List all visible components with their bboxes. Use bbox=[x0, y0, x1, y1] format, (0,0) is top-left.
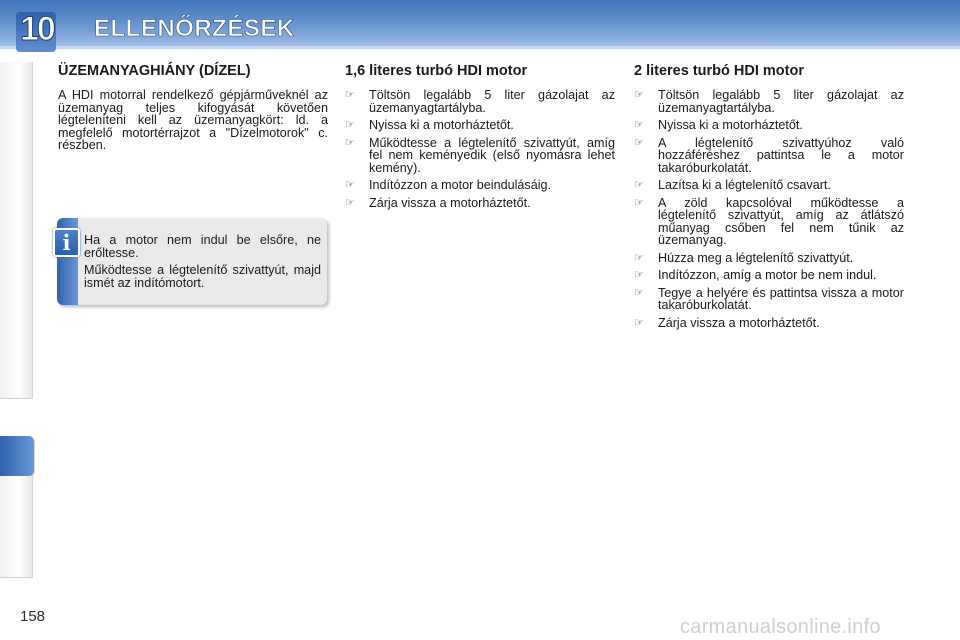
info-icon: i bbox=[53, 228, 80, 257]
pointing-hand-icon: ☞ bbox=[634, 196, 644, 209]
pointing-hand-icon: ☞ bbox=[634, 269, 644, 281]
step-item: ☞ Lazítsa ki a légtelenítő csavart. bbox=[634, 178, 831, 192]
chapter-tab[interactable] bbox=[0, 230, 33, 287]
chapter-tab[interactable] bbox=[0, 62, 33, 119]
chapter-tab[interactable] bbox=[0, 476, 33, 533]
step-item: ☞ Működtesse a légtelenítő szivattyút, amíg fel nem keményedik (első nyomásra lehet kemény). bbox=[345, 135, 615, 175]
step-item: ☞ Húzza meg a légtelenítő szivattyút. bbox=[634, 250, 854, 265]
chapter-tab[interactable] bbox=[0, 286, 33, 343]
chapter-tab[interactable] bbox=[0, 532, 33, 578]
info-text bbox=[84, 234, 321, 294]
pointing-hand-icon: ☞ bbox=[345, 179, 355, 191]
pointing-hand-icon: ☞ bbox=[634, 89, 644, 101]
section-title-16-hdi: 1,6 literes turbó HDI motor bbox=[345, 63, 528, 79]
steps-list-2l-hdi bbox=[634, 89, 904, 334]
step-item: ☞ Indítózzon, amíg a motor be nem indul. bbox=[634, 268, 877, 282]
chapter-tabs bbox=[0, 62, 34, 577]
step-item: ☞ A légtelenítő szivattyúhoz való hozzáféréshez pattintsa le a motor takaróburkolatát. bbox=[634, 135, 904, 175]
step-item: ☞ Tegye a helyére és pattintsa vissza a motor takaróburkolatát. bbox=[634, 285, 904, 312]
step-item: ☞ Nyissa ki a motorháztetőt. bbox=[634, 118, 803, 132]
section-title-fuel-shortage: ÜZEMANYAGHIÁNY (DÍZEL) bbox=[58, 63, 251, 79]
pointing-hand-icon: ☞ bbox=[345, 196, 355, 209]
step-item: ☞ Töltsön legalább 5 liter gázolajat az üzemanyagtartályba. bbox=[345, 88, 615, 115]
pointing-hand-icon: ☞ bbox=[634, 251, 644, 264]
pointing-hand-icon: ☞ bbox=[634, 136, 644, 149]
pointing-hand-icon: ☞ bbox=[345, 89, 355, 101]
step-item: ☞ A zöld kapcsolóval működtesse a légtelenítő szivattyút, amíg az átlátszó műanyag csőben fel nem tűnik az üzemanyag. bbox=[634, 195, 904, 247]
pointing-hand-icon: ☞ bbox=[634, 286, 644, 299]
pointing-hand-icon: ☞ bbox=[345, 119, 355, 131]
pointing-hand-icon: ☞ bbox=[634, 179, 644, 191]
intro-text: A HDI motorral rendelkező gépjárműveknél az üzemanyag teljes kifogyását követően légteleníteni kell az üzemanyagkört: ld. a megfelelő motortérrajzot a "Dízelmotorok" c. részben. bbox=[58, 88, 328, 152]
step-item: ☞ Zárja vissza a motorháztetőt. bbox=[345, 195, 531, 210]
pointing-hand-icon: ☞ bbox=[634, 119, 644, 131]
intro-paragraph bbox=[58, 89, 328, 158]
chapter-tab[interactable] bbox=[0, 118, 33, 175]
step-item: ☞ Indítózzon a motor beindulásáig. bbox=[345, 178, 552, 192]
pointing-hand-icon: ☞ bbox=[634, 316, 644, 329]
chapter-tab[interactable] bbox=[0, 174, 33, 231]
step-item: ☞ Nyissa ki a motorháztetőt. bbox=[345, 118, 514, 132]
header-divider bbox=[0, 46, 960, 49]
chapter-title: ELLENŐRZÉSEK bbox=[94, 15, 295, 42]
step-item: ☞ Zárja vissza a motorháztetőt. bbox=[634, 315, 820, 330]
info-paragraph-2: Működtesse a légtelenítő szivattyút, majd ismét az indítómotort. bbox=[84, 263, 321, 290]
chapter-number: 10 bbox=[20, 10, 54, 48]
section-title-2l-hdi: 2 literes turbó HDI motor bbox=[634, 63, 804, 79]
pointing-hand-icon: ☞ bbox=[345, 136, 355, 149]
steps-list-16-hdi bbox=[345, 89, 615, 214]
chapter-tab[interactable] bbox=[0, 342, 33, 399]
watermark: carmanualsonline.info bbox=[680, 616, 881, 638]
info-paragraph-1: Ha a motor nem indul be elsőre, ne erőltesse. bbox=[84, 233, 321, 260]
step-item: ☞ Töltsön legalább 5 liter gázolajat az üzemanyagtartályba. bbox=[634, 88, 904, 115]
chapter-tab-active[interactable] bbox=[0, 436, 35, 477]
page-number: 158 bbox=[20, 608, 46, 625]
